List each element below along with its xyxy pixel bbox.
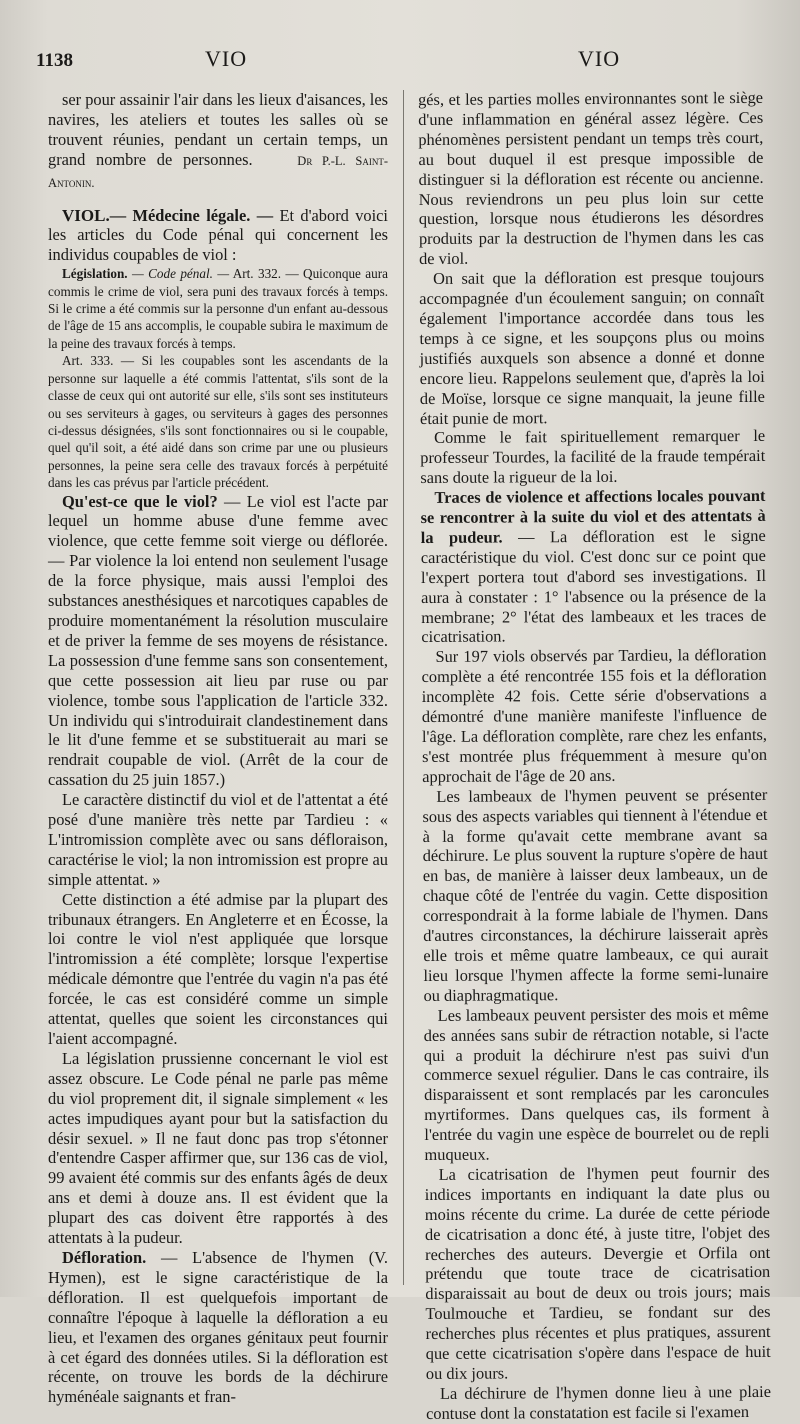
paragraph-text: ser pour assainir l'air dans les lieux d'aisances, les navires, les ateliers et toutes les salles où se trouvent réunies, pendant un certain temps, un grand nombre de personnes.: [48, 90, 388, 169]
section-title-defloration: Défloration.: [62, 1247, 147, 1267]
section-title-legislation: Législation.: [62, 266, 128, 282]
foreign-courts-paragraph: Cette distinction a été admise par la plupart des tribunaux étrangers. En Angleterre et en Écosse, la loi contre le viol n'est appliquée que lorsque l'intromission a été complète; lorsque l'expertise médicale démontre que l'entrée du vagin n'a pas été forcée, le cas est considéré comme un simple attentat, quelles que soient les circonstances qui l'aient accompagné.: [48, 889, 388, 1048]
definition-paragraph: [48, 492, 388, 791]
section-title-traces: Traces de violence et affections locales pouvant se rencontrer à la suite du viol et des attentats à la pudeur.: [420, 486, 766, 547]
statistics-paragraph: Sur 197 viols observés par Tardieu, la défloration complète a été rencontrée 155 fois et la défloration incomplète 42 fois. Cette série d'observations a démontré d'une manière manifeste l'influence de l'âge. La défloration complète, rare chez les enfants, s'est montrée plus fréquemment à mesure qu'on approchait de l'âge de 20 ans.: [421, 645, 768, 786]
running-head-left: VIO: [205, 46, 248, 71]
prussian-paragraph: La législation prussienne concernant le viol est assez obscure. Le Code pénal ne parle pas même du viol proprement dit, il signale simplement « les actes impudiques ayant pour but la satisfaction du désir sexuel. » Il ne faut donc pas trop s'étonner d'entendre Casper affirmer que, sur 136 cas de viol, 99 avaient été commis sur des enfants âgés de deux ans et demi à douze ans. Il est évident que la plupart des cas doivent être rapportés à des attentats à la pudeur.: [48, 1048, 388, 1248]
paragraph-ventilation-end: [48, 90, 388, 194]
traces-paragraph: [420, 486, 766, 647]
persistence-paragraph: Les lambeaux peuvent persister des mois et même des années sans subir de rétraction notable, si l'acte qui a produit la déchirure n'est pas suivi d'un commerce sexuel régulier. Dans le cas contraire, ils disparaissent et sont remplacés par les caroncules myrtiformes. Dans quelques cas, ils forment à l'entrée du vagin une espèce de bourrelet ou de repli muqueux.: [423, 1003, 770, 1165]
column-divider: [403, 90, 404, 1285]
page-header: [0, 44, 800, 74]
entry-title-viol: VIOL.: [62, 205, 110, 225]
entry-subtitle: — Médecine légale. —: [109, 205, 274, 225]
plaie-paragraph: La déchirure de l'hymen donne lieu à une plaie contuse dont la constatation est facile si l'examen: [426, 1381, 772, 1423]
continued-paragraph: gés, et les parties molles environnantes sont le siège d'une inflammation en général assez légère. Ces phénomènes persistent pendant un temps très court, au bout duquel il est presque impossible de distinguer si la défloration est récente ou ancienne. Nous reviendrons un peu plus loin sur cette question, lorsque nous étudierons les désordres produits par la destruction de l'hymen dans les cas de viol.: [418, 87, 764, 269]
right-column: [418, 88, 771, 1424]
entry-text: Et d'abord voici les articles du Code pénal qui concernent les individus coupables de viol :: [48, 205, 388, 265]
author-signature: Dr P.-L. Saint-Antonin.: [48, 153, 388, 190]
tardieu-paragraph: Le caractère distinctif du viol et de l'attentat a été posé d'une manière très nette par Tardieu : « L'intromission complète avec ou sans défloraison, caractérise le viol; la non intromission est propre au simple attentat. »: [48, 790, 388, 889]
legislation-paragraph: [48, 265, 388, 352]
left-column: [48, 90, 388, 1407]
defloration-text: — L'absence de l'hymen (V. Hymen), est le signe caractéristique de la défloration. Il est quelquefois important de connaître l'époque à laquelle la défloration a eu lieu, et l'examen des organes génitaux peut fournir à cet égard des données utiles. Si la défloration est récente, on trouve les bords de la déchirure hyménéale saignants et fran-: [48, 1247, 388, 1407]
cicatrisation-paragraph: La cicatrisation de l'hymen peut fournir des indices importants en indiquant la date plus ou moins récente du crime. La durée de cette période de cicatrisation a donc été, à juste titre, l'objet des recherches des auteurs. Devergie et Orfila ont prétendu que toute trace de cicatrisation disparaissait au bout de deux ou trois jours; mais Toulmouche et Tardieu, se fondant sur des recherches plus récentes et plus pratiques, assurent que cette cicatrisation s'opère dans l'espace de huit ou dix jours.: [424, 1162, 771, 1383]
traces-text: — La défloration est le signe caractéristique du viol. C'est donc sur ce point que l'expert portera tout d'abord ses investigations. Il aura à constater : 1° l'absence ou la présence de la membrane; 2° l'état des lambeaux et les traces de cicatrisation.: [420, 525, 767, 647]
tourdes-paragraph: Comme le fait spirituellement remarquer le professeur Tourdes, la facilité de la fraude tempérait sans doute la rigueur de la loi.: [420, 426, 766, 488]
article-333-paragraph: Art. 333. — Si les coupables sont les ascendants de la personne sur laquelle a été commis l'attentat, s'ils sont de la classe de ceux qui ont autorité sur elle, s'ils sont ses instituteurs ou ses serviteurs à gages, ou serviteurs à gages des personnes ci-dessus désignées, s'ils sont fonctionnaires ou si le coupable, quel qu'il soit, a été aidé dans son crime par une ou plusieurs personnes, la peine sera celle des travaux forcés à perpétuité dans les cas prévus par l'article précédent.: [48, 353, 388, 491]
code-penal-label: — Code pénal. —: [127, 266, 230, 282]
defloration-paragraph: [48, 1248, 388, 1407]
blood-paragraph: On sait que la défloration est presque toujours accompagnée d'un écoulement sanguin; on connaît également l'importance accordée dans tous les temps à ce signe, et les soupçons plus ou moins justifiés auxquels son absence a donné et donne encore lieu. Rappelons seulement que, d'après la loi de Moïse, lorsque ce signe manquait, la jeune fille était punie de mort.: [419, 267, 765, 428]
page-number: 1138: [36, 50, 73, 71]
section-title-definition: Qu'est-ce que le viol?: [62, 491, 218, 511]
entry-viol: [48, 206, 388, 266]
article-332-text: Art. 332. — Quiconque aura commis le crime de viol, sera puni des travaux forcés à temps. Si le crime a été commis sur la personne d'un enfant au-dessous de l'âge de 15 ans accomplis, le coupable subira le maximum de la peine des travaux forcés à temps.: [48, 266, 388, 351]
running-head-right: VIO: [578, 46, 621, 71]
definition-text: — Le viol est l'acte par lequel un homme abuse d'une femme avec violence, que cette femme soit vierge ou déflorée. — Par violence la loi entend non seulement l'usage de la force physique, mais aussi l'emploi des substances anesthésiques et narcotiques capables de produire momentanément la résolution musculaire et de priver la femme de ses moyens de résistance. La possession d'une femme sans son consentement, que cette possession ait lieu par ruse ou par violence, tombe sous l'application de l'article 332. Un individu qui s'introduirait clandestinement dans le lit d'une femme et se substituerait au mari se rendrait coupable de viol. (Arrêt de la cour de cassation du 25 juin 1857.): [48, 491, 388, 790]
lambeaux-paragraph: Les lambeaux de l'hymen peuvent se présenter sous des aspects variables qui tiennent à l'étendue et à la forme qu'avait cette membrane avant sa déchirure. Le plus souvent la rupture s'opère de haut en bas, de manière à laisser deux lambeaux, un de chaque côté de l'entrée du vagin. Cette disposition correspondrait à la forme labiale de l'hymen. Dans d'autres circonstances, la déchirure laisserait après elle trois et même quatre lambeaux, ce qui aurait lieu lorsque l'hymen affecte la forme semi-lunaire ou diaphragmatique.: [422, 784, 769, 1005]
